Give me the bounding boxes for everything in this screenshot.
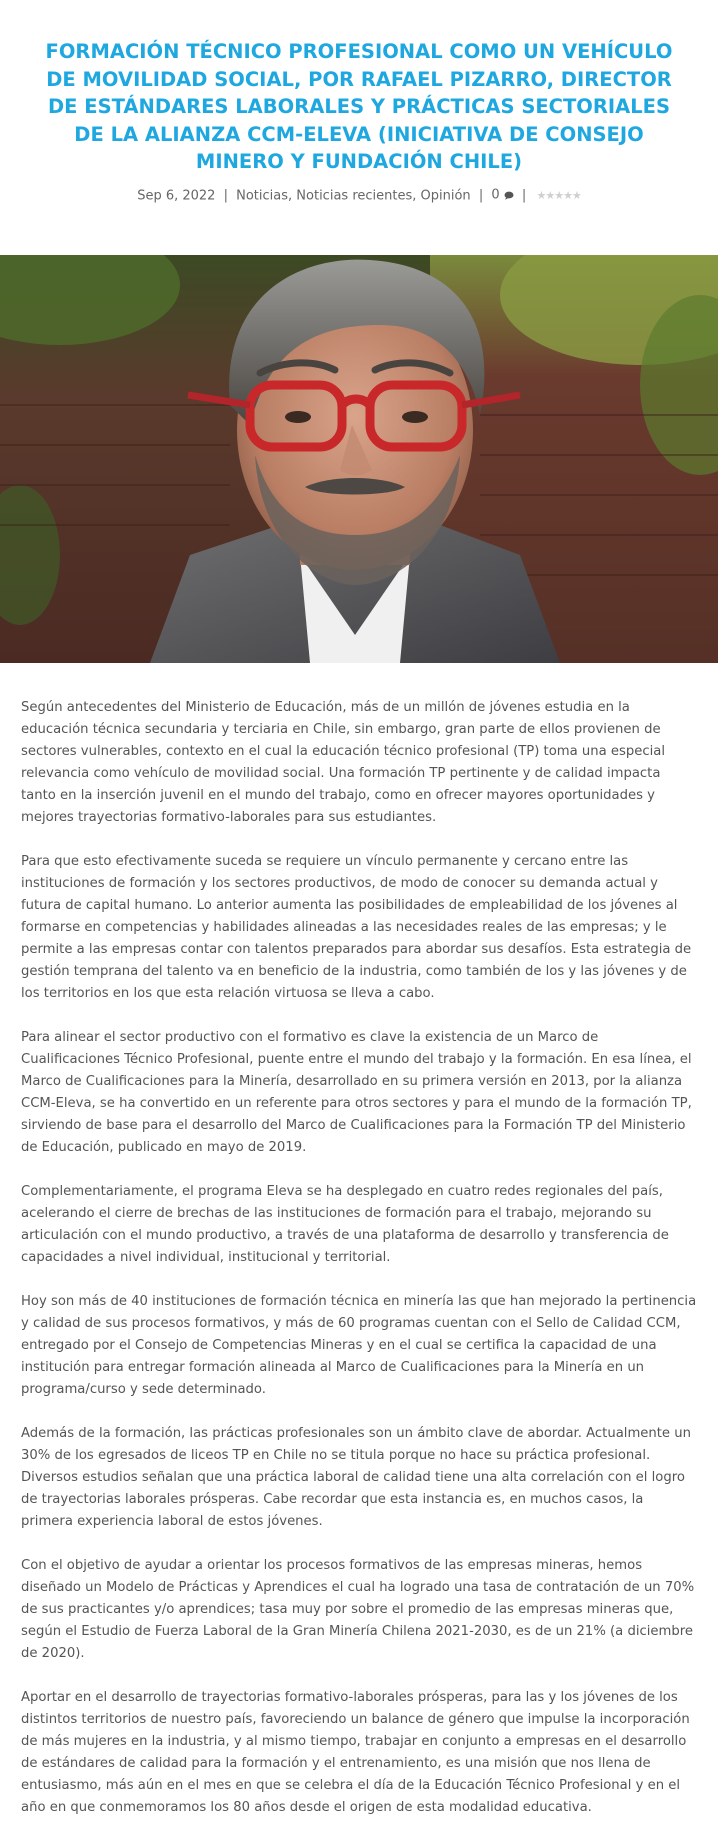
paragraph: Con el objetivo de ayudar a orientar los procesos formativos de las empresas mineras, hemos diseñado un Modelo de Prácticas y Aprendices el cual ha logrado una tasa de contratación de un 70% de sus practicantes y/o aprendices; tasa muy por sobre el promedio de las empresas mineras que, según el Estudio de Fuerza Laboral de la Gran Minería Chilena 2021-2030, es de un 21% (a diciembre de 2020).: [21, 1558, 695, 1661]
paragraph: Para alinear el sector productivo con el formativo es clave la existencia de un Marco de Cualificaciones Técnico Profesional, puente entre el mundo del trabajo y la formación. En esa línea, el Marco de Cualificaciones para la Minería, desarrollado en su primera versión en 2013, por la alianza CCM-Eleva, se ha convertido en un referente para otros sectores y para el mundo de la formación TP, sirviendo de base para el desarrollo del Marco de Cualificaciones para la Formación TP del Ministerio de Educación, publicado en mayo de 2019.: [21, 1030, 692, 1155]
comment-icon: [504, 191, 514, 200]
category-comma: ,: [288, 187, 293, 203]
meta-separator: |: [223, 187, 228, 203]
category-link-noticias[interactable]: Noticias: [236, 187, 289, 203]
star-rating: [536, 186, 580, 206]
article-body: [21, 697, 697, 1841]
post-meta: [30, 186, 688, 207]
page-title: FORMACIÓN TÉCNICO PROFESIONAL COMO UN VEHÍCULO DE MOVILIDAD SOCIAL, POR RAFAEL PIZARRO, DIRECTOR DE ESTÁNDARES LABORALES Y PRÁCTICAS SECTORIALES DE LA ALIANZA CCM-ELEVA (INICIATIVA DE CONSEJO MINERO Y FUNDACIÓN CHILE): [45, 40, 673, 173]
category-link-noticias-recientes[interactable]: Noticias recientes: [296, 187, 413, 203]
star-icon: ★: [545, 188, 556, 202]
paragraph: Para que esto efectivamente suceda se requiere un vínculo permanente y cercano entre las instituciones de formación y los sectores productivos, de modo de conocer su demanda actual y futura de capital humano. Lo anterior aumenta las posibilidades de empleabilidad de los jóvenes al formarse en competencias y habilidades alineadas a las necesidades reales de las empresas; y le permite a las empresas contar con talentos preparados para abordar sus desafíos. Esta estrategia de gestión temprana del talento va en beneficio de la industria, como también de los y las jóvenes y de los territorios en los que esta relación virtuosa se lleva a cabo.: [21, 854, 692, 1001]
post-date: Sep 6, 2022: [137, 187, 216, 203]
paragraph: Hoy son más de 40 instituciones de formación técnica en minería las que han mejorado la pertinencia y calidad de sus procesos formativos, y más de 60 programas cuentan con el Sello de Calidad CCM, entregado por el Consejo de Competencias Mineras y en el cual se certifica la capacidad de una institución para entregar formación alineada al Marco de Cualificaciones para la Minería en un programa/curso y sede determinado.: [21, 1294, 697, 1397]
portrait-photo-icon: [0, 255, 718, 663]
paragraph: Según antecedentes del Ministerio de Educación, más de un millón de jóvenes estudia en la educación técnica secundaria y terciaria en Chile, sin embargo, gran parte de ellos provienen de sectores vulnerables, contexto en el cual la educación técnico profesional (TP) toma una especial relevancia como vehículo de movilidad social. Una formación TP pertinente y de calidad impacta tanto en la inserción juvenil en el mundo del trabajo, como en ofrecer mayores oportunidades y mejores trayectorias formativo-laborales para sus estudiantes.: [21, 700, 666, 825]
star-icon: ★: [536, 188, 547, 202]
comments-count: 0: [491, 187, 500, 203]
category-link-opinion[interactable]: Opinión: [420, 187, 471, 203]
star-icon: ★: [563, 188, 573, 202]
category-comma: ,: [412, 187, 417, 203]
article-header: [0, 0, 718, 206]
meta-separator: |: [521, 187, 527, 203]
meta-separator: |: [478, 187, 484, 203]
star-icon: ★: [571, 188, 582, 202]
paragraph: Complementariamente, el programa Eleva se ha desplegado en cuatro redes regionales del país, acelerando el cierre de brechas de las instituciones de formación para el trabajo, mejorando su articulación con el mundo productivo, a través de una plataforma de desarrollo y transferencia de capacidades a nivel individual, institucional y territorial.: [21, 1184, 669, 1265]
comments-link[interactable]: [491, 188, 518, 203]
star-icon: ★: [554, 188, 565, 202]
featured-image: [0, 255, 718, 663]
paragraph: Aportar en el desarrollo de trayectorias formativo-laborales prósperas, para las y los jóvenes de los distintos territorios de nuestro país, favoreciendo un balance de género que impulse la incorporación de más mujeres en la industria, y al mismo tiempo, trabajar en conjunto a empresas en el desarrollo de estándares de calidad para la formación y el entrenamiento, es una misión que nos llena de entusiasmo, más aún en el mes en que se celebra el día de la Educación Técnico Profesional y en el año en que conmemoramos los 80 años desde el origen de esta modalidad educativa.: [21, 1690, 690, 1815]
paragraph: Además de la formación, las prácticas profesionales son un ámbito clave de abordar. Actualmente un 30% de los egresados de liceos TP en Chile no se titula porque no hace su práctica profesional. Diversos estudios señalan que una práctica laboral de calidad tiene una alta correlación con el logro de trayectorias laborales prósperas. Cabe recordar que esta instancia es, en muchos casos, la primera experiencia laboral de estos jóvenes.: [21, 1426, 691, 1529]
